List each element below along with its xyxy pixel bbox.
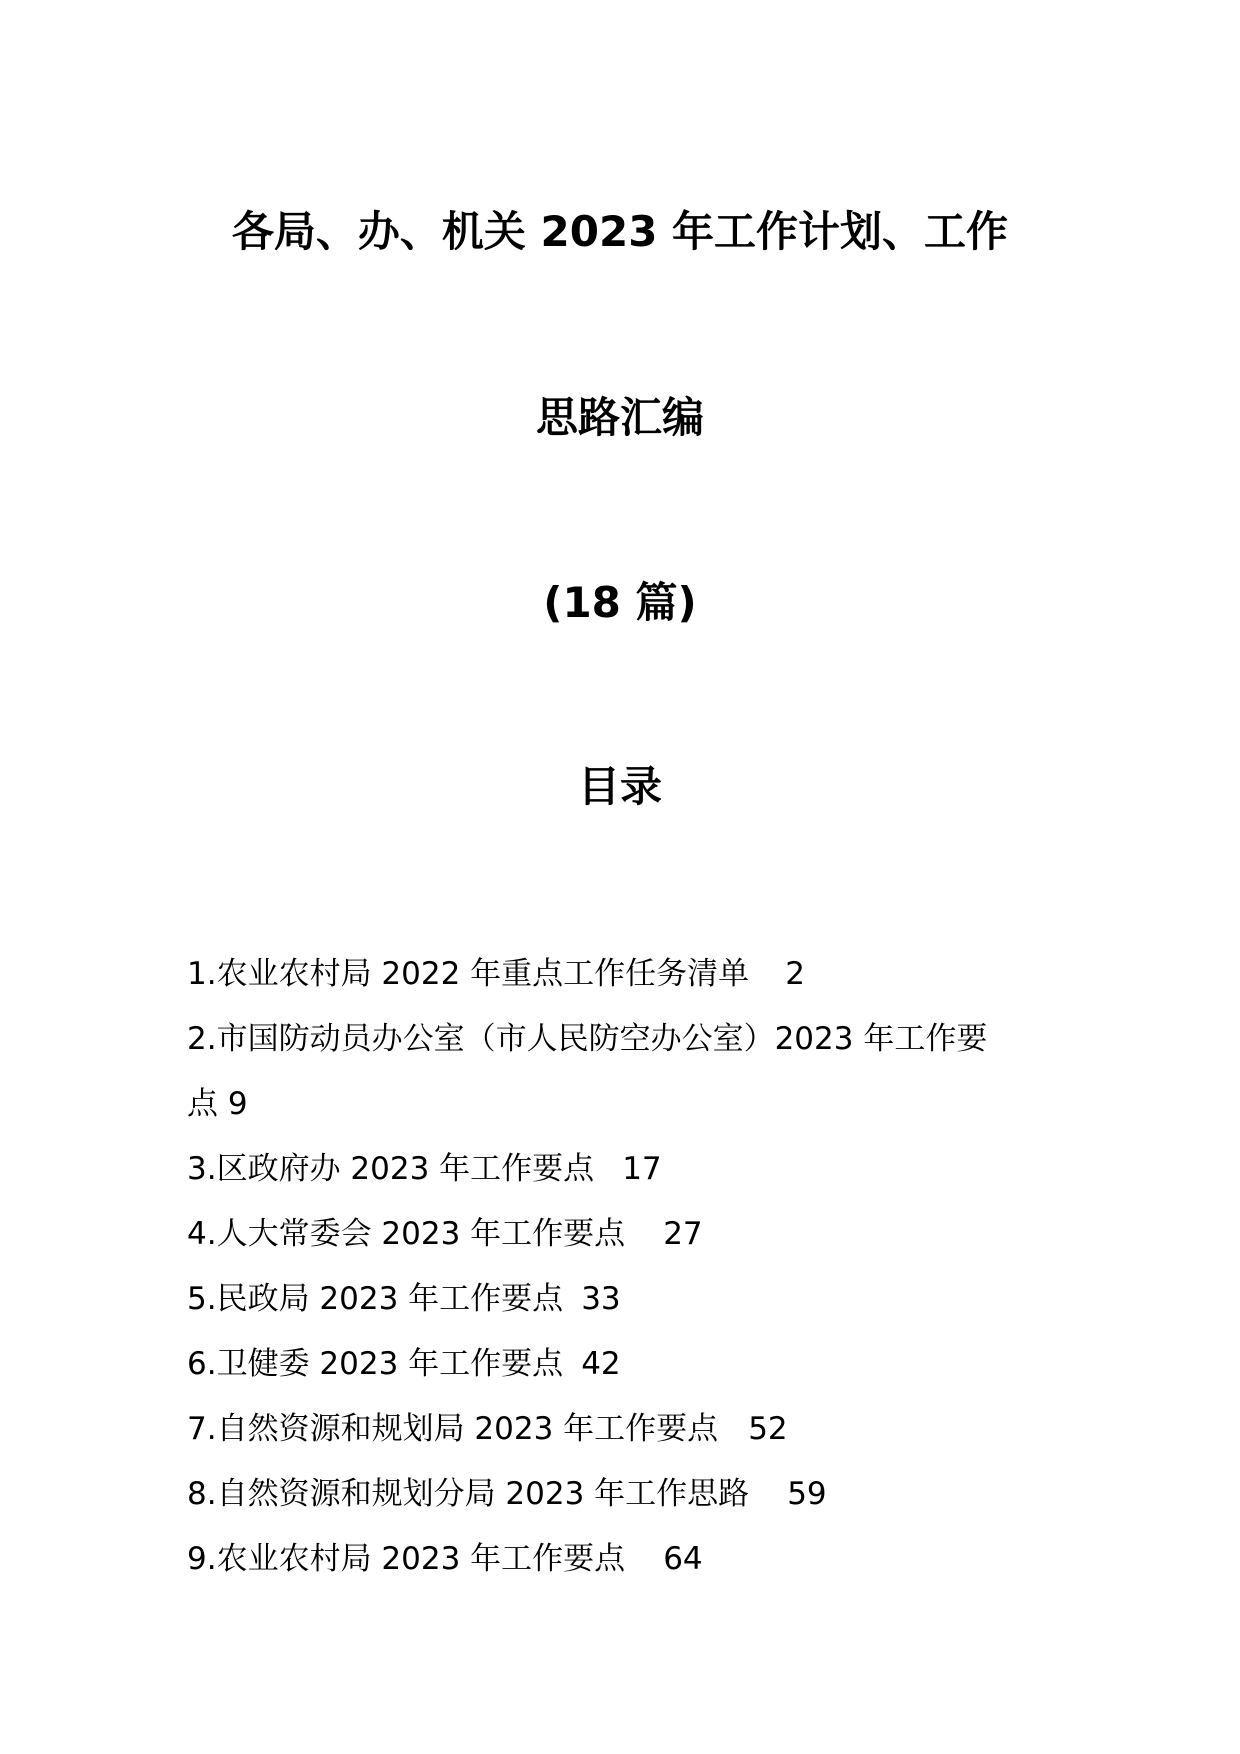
toc-entry-page: 52 bbox=[748, 1411, 788, 1447]
toc-entry-5[interactable] bbox=[187, 1267, 1067, 1332]
document-title-line-2: 思路汇编 bbox=[535, 393, 704, 442]
toc-entry-7[interactable] bbox=[187, 1397, 1067, 1462]
toc-entry-9[interactable] bbox=[187, 1527, 1067, 1592]
toc-entry-page: 27 bbox=[663, 1216, 703, 1252]
toc-entry-page: 9 bbox=[227, 1086, 248, 1122]
toc-entry-label: 6.卫健委 2023 年工作要点 bbox=[187, 1346, 564, 1382]
toc-entry-page: 17 bbox=[622, 1151, 662, 1187]
toc-entry-label: 9.农业农村局 2023 年工作要点 bbox=[187, 1541, 626, 1577]
toc-entry-page: 42 bbox=[581, 1346, 621, 1382]
toc-entry-1[interactable] bbox=[187, 942, 1067, 1007]
toc-entry-8[interactable] bbox=[187, 1462, 1067, 1527]
toc-entry-page: 59 bbox=[787, 1476, 827, 1512]
toc-heading: 目录 bbox=[577, 762, 662, 811]
toc-entry-2-continued[interactable] bbox=[187, 1072, 1067, 1137]
toc-entry-label: 7.自然资源和规划局 2023 年工作要点 bbox=[187, 1411, 719, 1447]
toc-entry-3[interactable] bbox=[187, 1137, 1067, 1202]
toc-entry-label: 2.市国防动员办公室（市人民防空办公室）2023 年工作要 bbox=[187, 1021, 988, 1057]
toc-entry-label-continued: 点 bbox=[187, 1086, 218, 1122]
toc-entry-label: 3.区政府办 2023 年工作要点 bbox=[187, 1151, 595, 1187]
toc-entry-page: 2 bbox=[785, 956, 805, 992]
toc-entry-label: 4.人大常委会 2023 年工作要点 bbox=[187, 1216, 626, 1252]
toc-entry-page: 33 bbox=[581, 1281, 621, 1317]
document-title-line-1: 各局、办、机关 2023 年工作计划、工作 bbox=[231, 207, 1009, 256]
toc-entry-label: 8.自然资源和规划分局 2023 年工作思路 bbox=[187, 1476, 750, 1512]
toc-entry-page: 64 bbox=[663, 1541, 703, 1577]
document-count: (18 篇) bbox=[543, 578, 697, 627]
toc-entry-label: 1.农业农村局 2022 年重点工作任务清单 bbox=[187, 956, 750, 992]
toc-entry-4[interactable] bbox=[187, 1202, 1067, 1267]
toc-entry-6[interactable] bbox=[187, 1332, 1067, 1397]
toc-entry-2[interactable] bbox=[187, 1007, 1067, 1072]
toc-entry-label: 5.民政局 2023 年工作要点 bbox=[187, 1281, 564, 1317]
table-of-contents bbox=[187, 942, 1067, 1592]
